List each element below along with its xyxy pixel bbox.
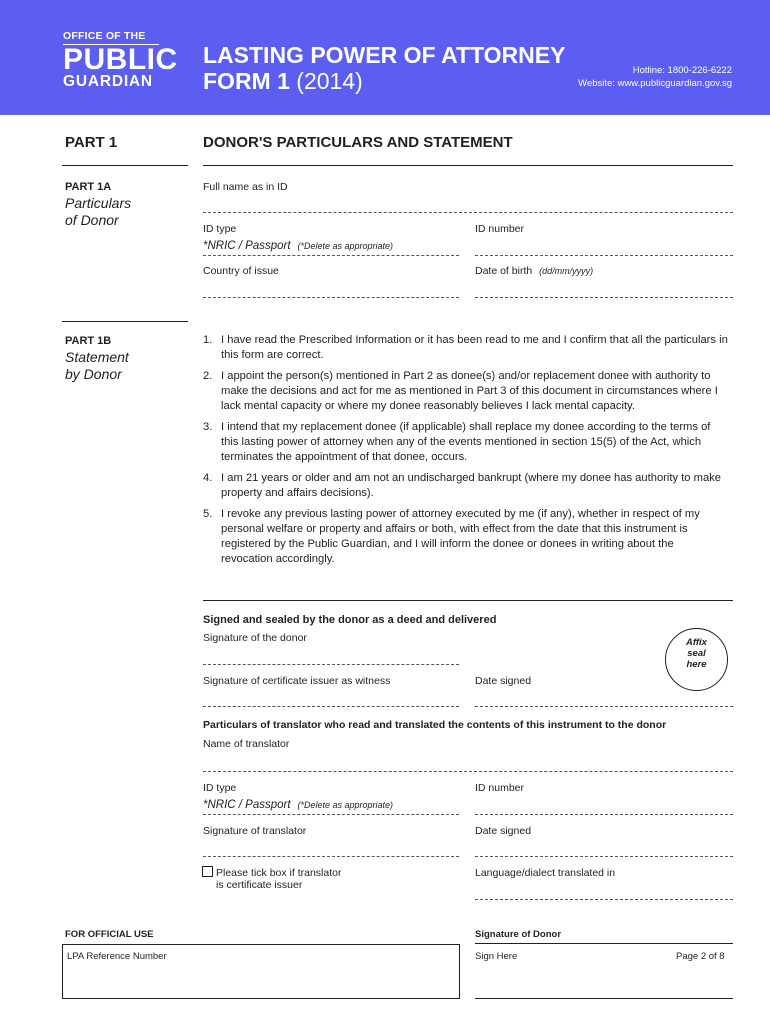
part1b-label: PART 1B [65,335,112,347]
statement-number: 2. [203,370,213,382]
statement-item [203,507,728,567]
form-title-line-1: LASTING POWER OF ATTORNEY [203,42,566,68]
statement-number: 3. [203,421,213,433]
translator-id-type-label: ID type [203,782,237,794]
dob-field[interactable] [475,297,733,298]
sig-donor-field[interactable] [203,664,459,665]
signing-heading: Signed and sealed by the donor as a deed and delivered [203,614,497,626]
country-label: Country of issue [203,265,279,277]
language-field[interactable] [475,899,733,900]
contact-info [578,64,732,90]
full-name-label: Full name as in ID [203,181,288,193]
statement-text: I am 21 years or older and am not an undischarged bankrupt (where my donee has authority to make property and affairs decisions). [221,472,721,499]
sig-witness-field[interactable] [203,706,459,707]
id-number-label: ID number [475,223,525,235]
dob-label [475,265,593,277]
translator-is-issuer-checkbox[interactable] [202,866,213,877]
part1b-side-title-line2: by Donor [65,366,122,382]
dob-format: (dd/mm/yyyy) [539,266,594,276]
part1-label: PART 1 [65,134,118,151]
id-type-options [203,240,393,252]
language-label: Language/dialect translated in [475,867,616,879]
translator-date-field[interactable] [475,856,733,857]
sign-here-label: Sign Here [475,951,518,962]
checkbox-label-line2: is certificate issuer [216,879,303,891]
affix-seal-circle [665,628,728,691]
page-number: Page 2 of 8 [676,951,725,962]
part1a-label: PART 1A [65,181,112,193]
id-type-note: (*Delete as appropriate) [297,241,394,251]
signature-of-donor-top-line [475,943,733,944]
translator-signature-label: Signature of translator [203,825,307,837]
date-signed-field[interactable] [475,706,733,707]
part1-title: DONOR'S PARTICULARS AND STATEMENT [203,134,513,151]
statement-item [203,420,728,465]
sig-witness-label: Signature of certificate issuer as witness [203,675,391,687]
form-title [203,42,565,94]
signature-of-donor-heading: Signature of Donor [475,929,562,940]
sig-donor-label: Signature of the donor [203,632,307,644]
official-use-heading: FOR OFFICIAL USE [65,929,154,940]
checkbox-label-line1: Please tick box if translator [216,867,342,879]
statement-text: I have read the Prescribed Information or it has been read to me and I confirm that all the particulars in this form are correct. [221,334,728,361]
part1-divider-left [62,165,188,166]
checkbox-label [216,867,341,891]
translator-id-type-options [203,799,393,811]
translator-id-number-field[interactable] [475,814,733,815]
seal-text-2: seal [687,648,706,659]
statement-item [203,471,728,501]
dob-label-text: Date of birth [475,265,533,277]
translator-name-label: Name of translator [203,738,290,750]
statement-text: I revoke any previous lasting power of attorney executed by me (if any), whether in respect of my personal welfare or property and affairs or both, with effect from the date that this instrument is registered by the Public Guardian, and I will inform the donee or donees in writing about the revocation accordingly. [221,508,700,565]
part1a-divider [62,321,188,322]
statement-number: 1. [203,334,213,346]
id-type-options-text: *NRIC / Passport [203,240,291,252]
header-banner [0,0,770,115]
translator-id-type-note: (*Delete as appropriate) [297,800,394,810]
id-number-field[interactable] [475,255,733,256]
logo-line-2: PUBLIC [63,43,178,76]
statement-item [203,369,728,414]
full-name-field[interactable] [203,212,733,213]
id-type-field[interactable] [203,255,459,256]
statement-text: I appoint the person(s) mentioned in Part 2 as donee(s) and/or replacement donee with authority to make the decisions and act for me as mentioned in Part 3 of this document in circumstances where I lack mental capacity or where my donee reasonably believes I lack mental capacity. [221,370,718,412]
statement-text: I intend that my replacement donee (if applicable) shall replace my donee according to the terms of this lasting power of attorney when any of the events mentioned in section 15(5) of the Act, which terminates the appointment of that donee, occurs. [221,421,711,463]
part1-divider-right [203,165,733,166]
sign-here-field[interactable] [475,998,733,999]
statement-number: 4. [203,472,213,484]
translator-id-type-field[interactable] [203,814,459,815]
seal-text-1: Affix [686,637,707,648]
translator-id-type-options-text: *NRIC / Passport [203,799,291,811]
logo-line-1: OFFICE OF THE [63,30,159,45]
public-guardian-logo [63,30,178,90]
form-year: (2014) [296,68,363,94]
statement-item [203,333,728,363]
translator-signature-field[interactable] [203,856,459,857]
id-type-label: ID type [203,223,237,235]
translator-date-label: Date signed [475,825,532,837]
logo-line-3: GUARDIAN [63,73,153,90]
hotline: Hotline: 1800-226-6222 [632,65,732,76]
country-field[interactable] [203,297,459,298]
form-number: FORM 1 [203,68,290,94]
donor-statements [203,333,728,573]
translator-id-number-label: ID number [475,782,525,794]
statement-number: 5. [203,508,213,520]
part1b-side-title-line1: Statement [65,349,129,365]
seal-text-3: here [686,659,707,670]
statement-divider [203,600,733,601]
part1b-side-title [65,349,129,383]
lpa-ref-label: LPA Reference Number [67,951,167,962]
translator-heading: Particulars of translator who read and translated the contents of this instrument to the donor [203,719,667,731]
translator-name-field[interactable] [203,771,733,772]
part1a-side-title-line1: Particulars [65,195,132,211]
date-signed-label: Date signed [475,675,532,687]
part1a-side-title [65,195,131,229]
form-title-line-2 [203,68,565,94]
website: Website: www.publicguardian.gov.sg [578,78,732,89]
part1a-side-title-line2: of Donor [65,212,119,228]
